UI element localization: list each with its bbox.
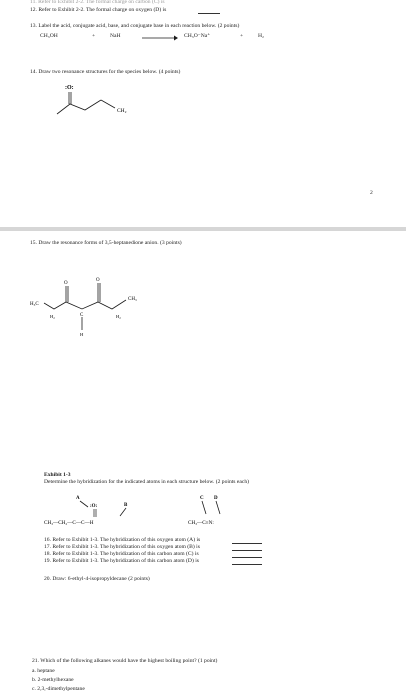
question-15: 15. Draw the resonance forms of 3,5-heptanedione anion. (3 points)	[30, 240, 182, 246]
question-21: 21. Which of the following alkanes would have the highest boiling point? (1 point)	[32, 658, 218, 664]
reactant-methanol: CH₃OH	[40, 33, 58, 39]
option-a[interactable]: a. heptane	[32, 668, 55, 674]
reactant-sodium-hydride: NaH	[110, 33, 121, 39]
question-16: 16. Refer to Exhibit 1-3. The hybridization of this oxygen atom (A) is	[44, 537, 201, 543]
label-c: C	[200, 496, 204, 501]
exhibit-structure-1	[44, 490, 164, 532]
ch3-label: CH₃	[128, 297, 137, 302]
ketone-chain: CH₃—CH₂—C—C—H	[44, 520, 94, 526]
answer-blank-17[interactable]	[232, 550, 262, 551]
q14-structure	[55, 80, 165, 130]
plus-sign: +	[92, 33, 96, 39]
page-1	[0, 0, 406, 227]
question-14: 14. Draw two resonance structures for the species below. (4 points)	[30, 69, 181, 75]
oxygen-a-label: :O:	[90, 504, 98, 509]
option-b[interactable]: b. 2-methylhexane	[32, 677, 74, 683]
oxygen-left-label: O	[64, 281, 68, 286]
oxygen-right-label: O	[96, 278, 100, 283]
question-18: 18. Refer to Exhibit 1-3. The hybridization of this carbon atom (C) is	[44, 551, 199, 557]
question-19: 19. Refer to Exhibit 1-3. The hybridization of this carbon atom (D) is	[44, 558, 199, 564]
exhibit-description: Determine the hybridization for the indicated atoms in each structure below. (2 points each)	[44, 479, 249, 485]
exhibit-structure-2	[188, 490, 268, 532]
page-number: 2	[370, 190, 373, 196]
label-b: B	[124, 503, 128, 508]
central-carbon-label: C	[80, 313, 84, 318]
question-11-partial: 11. Refer to Exhibit 2-2. The formal charge on carbon (C) is	[30, 0, 165, 5]
option-c[interactable]: c. 2,3,-dimethylpentane	[32, 686, 85, 692]
h3c-label: H₃C	[30, 302, 39, 307]
question-13: 13. Label the acid, conjugate acid, base, and conjugate base in each reaction below. (2 points)	[30, 23, 240, 29]
h2-left-label: H₂	[50, 314, 55, 319]
nitrile-chain: CH₃—C≡N:	[188, 520, 214, 526]
h2-right-label: H₂	[116, 314, 121, 319]
question-17: 17. Refer to Exhibit 1-3. The hybridization of this oxygen atom (B) is	[44, 544, 200, 550]
answer-blank-18[interactable]	[232, 557, 262, 558]
product-sodium-methoxide: CH₃O⁻Na⁺	[184, 33, 211, 39]
label-d: D	[214, 496, 218, 501]
exhibit-title: Exhibit 1-3	[44, 472, 71, 478]
product-hydrogen: H₂	[258, 33, 264, 39]
reaction-arrow-icon	[142, 34, 178, 42]
answer-blank-12[interactable]	[198, 13, 220, 14]
plus-sign: +	[240, 33, 244, 39]
question-12: 12. Refer to Exhibit 2-2. The formal charge on oxygen (D) is	[30, 7, 167, 13]
label-a: A	[76, 496, 80, 501]
oxygen-label: :O:	[65, 85, 74, 91]
central-hydrogen-label: H	[80, 332, 84, 337]
page-2	[0, 231, 406, 700]
question-20: 20. Draw: 6-ethyl-4-isopropyldecane (2 points)	[44, 576, 150, 582]
answer-blank-19[interactable]	[232, 564, 262, 565]
answer-blank-16[interactable]	[232, 543, 262, 544]
ch2-label: CH₂	[117, 108, 127, 114]
q15-structure	[26, 276, 156, 346]
